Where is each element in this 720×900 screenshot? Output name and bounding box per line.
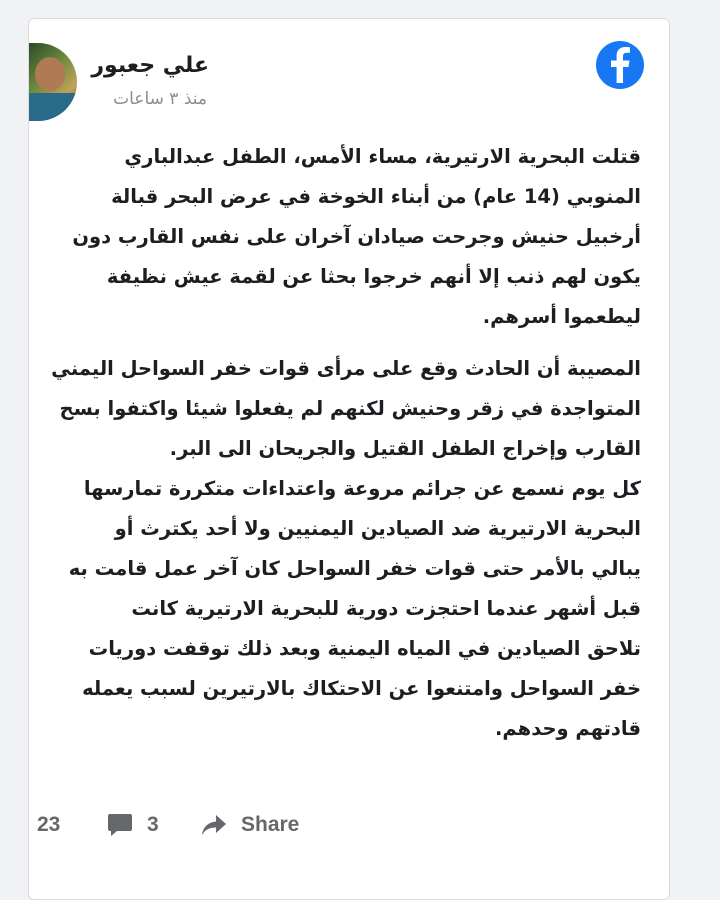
- post-paragraph: [29, 349, 669, 749]
- post-line: ليطعموا أسرهم.: [482, 305, 641, 328]
- post-body: [29, 137, 669, 749]
- comments-count: 3: [147, 813, 159, 836]
- facebook-f-glyph: [609, 47, 631, 83]
- post-line: تلاحق الصيادين في المياه اليمنية وبعد ذلك توقفت دوريات: [88, 637, 641, 660]
- post-actions-bar: [29, 809, 669, 849]
- post-paragraph: [29, 137, 669, 337]
- comment-button[interactable]: [107, 813, 159, 837]
- post-line: يبالي بالأمر حتى قوات خفر السواحل كان آخر عمل قامت به: [68, 557, 641, 580]
- post-timestamp[interactable]: منذ ٣ ساعات: [113, 89, 207, 109]
- share-label: Share: [241, 813, 300, 836]
- post-line: المنوبي (14 عام) من أبناء الخوخة في عرض البحر قبالة: [111, 185, 641, 208]
- post-line: المتواجدة في زقر وحنيش لكنهم لم يفعلوا شيئا واكتفوا بسح: [59, 397, 641, 420]
- post-line: القارب وإخراج الطفل القتيل والجريحان الى البر.: [169, 437, 641, 460]
- post-line: كل يوم نسمع عن جرائم مروعة واعتداءات متكررة تمارسها: [83, 477, 641, 500]
- facebook-logo-icon[interactable]: [596, 41, 644, 89]
- reactions-count: 23: [37, 813, 61, 836]
- post-card: [28, 18, 670, 900]
- reactions-count-button[interactable]: [37, 813, 60, 837]
- share-button[interactable]: [201, 813, 299, 837]
- post-line: المصيبة أن الحادث وقع على مرأى قوات خفر السواحل اليمني: [51, 357, 641, 380]
- author-avatar[interactable]: [29, 43, 77, 121]
- post-line: خفر السواحل وامتنعوا عن الاحتكاك بالارتيرين لسبب يعمله: [82, 677, 641, 700]
- avatar-shirt: [29, 93, 77, 121]
- post-line: يكون لهم ذنب إلا أنهم خرجوا بحثا عن لقمة عيش نظيفة: [106, 265, 641, 288]
- share-arrow-icon: [201, 814, 227, 836]
- post-line: قادتهم وحدهم.: [494, 717, 641, 740]
- post-line: البحرية الارتيرية ضد الصيادين اليمنيين ولا أحد يكترث أو: [114, 517, 641, 540]
- comment-icon: [107, 813, 133, 837]
- avatar-face: [35, 57, 65, 91]
- post-line: قتلت البحرية الارتيرية، مساء الأمس، الطفل عبدالباري: [124, 145, 641, 168]
- post-line: أرخبيل حنيش وجرحت صيادان آخران على نفس القارب دون: [72, 225, 641, 248]
- author-name[interactable]: علي جعبور: [91, 53, 209, 78]
- post-line: قبل أشهر عندما احتجزت دورية للبحرية الارتيرية كانت: [131, 597, 641, 620]
